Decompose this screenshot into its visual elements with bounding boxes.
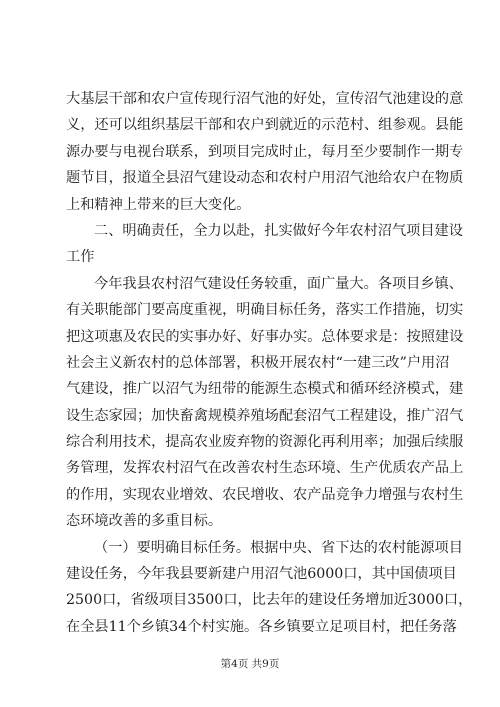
text-line: 二、明确责任，全力以赴，扎实做好今年农村沼气项目建设 bbox=[94, 222, 463, 239]
text-line: 工作 bbox=[66, 249, 95, 266]
text-line: 义，还可以组织基层干部和农户到就近的示范村、组参观。县能 bbox=[66, 117, 464, 134]
text-line: 今年我县农村沼气建设任务较重，面广量大。各项目乡镇、 bbox=[94, 275, 463, 292]
text-line: 大基层干部和农户宣传现行沼气池的好处，宣传沼气池建设的意 bbox=[66, 91, 464, 107]
text-line: 社会主义新农村的总体部署，积极开展农村“一建三改”户用沼 bbox=[66, 354, 450, 371]
text-line: 2500口，省级项目3500口，比去年的建设任务增加近3000口， bbox=[66, 592, 473, 609]
text-line: 态环境改善的多重目标。 bbox=[66, 513, 223, 530]
text-line: 题节目，报道全县沼气建设动态和农村户用沼气池给农户在物质 bbox=[66, 170, 464, 187]
document-body bbox=[66, 86, 473, 640]
text-line: 综合利用技术，提高农业废弃物的资源化再利用率；加强后续服 bbox=[66, 434, 464, 451]
text-line: 建设任务，今年我县要新建户用沼气池6000口，其中国债项目 bbox=[66, 566, 457, 583]
text-line: （一）要明确目标任务。根据中央、省下达的农村能源项目 bbox=[94, 539, 463, 556]
text-line: 气建设，推广以沼气为纽带的能源生态模式和循环经济模式，建 bbox=[66, 381, 464, 398]
page-footer: 第4页 共9页 bbox=[220, 658, 280, 670]
text-line: 在全县11个乡镇34个村实施。各乡镇要立足项目村，把任务落 bbox=[66, 618, 457, 635]
text-line: 有关职能部门要高度重视，明确目标任务，落实工作措施，切实 bbox=[66, 302, 464, 319]
text-line: 的作用，实现农业增效、农民增收、农产品竞争力增强与农村生 bbox=[66, 486, 464, 503]
text-line: 源办要与电视台联系，到项目完成时止，每月至少要制作一期专 bbox=[66, 143, 464, 160]
text-line: 把这项惠及农民的实事办好、好事办实。总体要求是：按照建设 bbox=[66, 328, 464, 345]
text-line: 设生态家园；加快畜禽规模养殖场配套沼气工程建设，推广沼气 bbox=[66, 407, 464, 424]
text-line: 务管理，发挥农村沼气在改善农村生态环境、生产优质农产品上 bbox=[66, 460, 464, 477]
text-line: 上和精神上带来的巨大变化。 bbox=[66, 196, 251, 213]
